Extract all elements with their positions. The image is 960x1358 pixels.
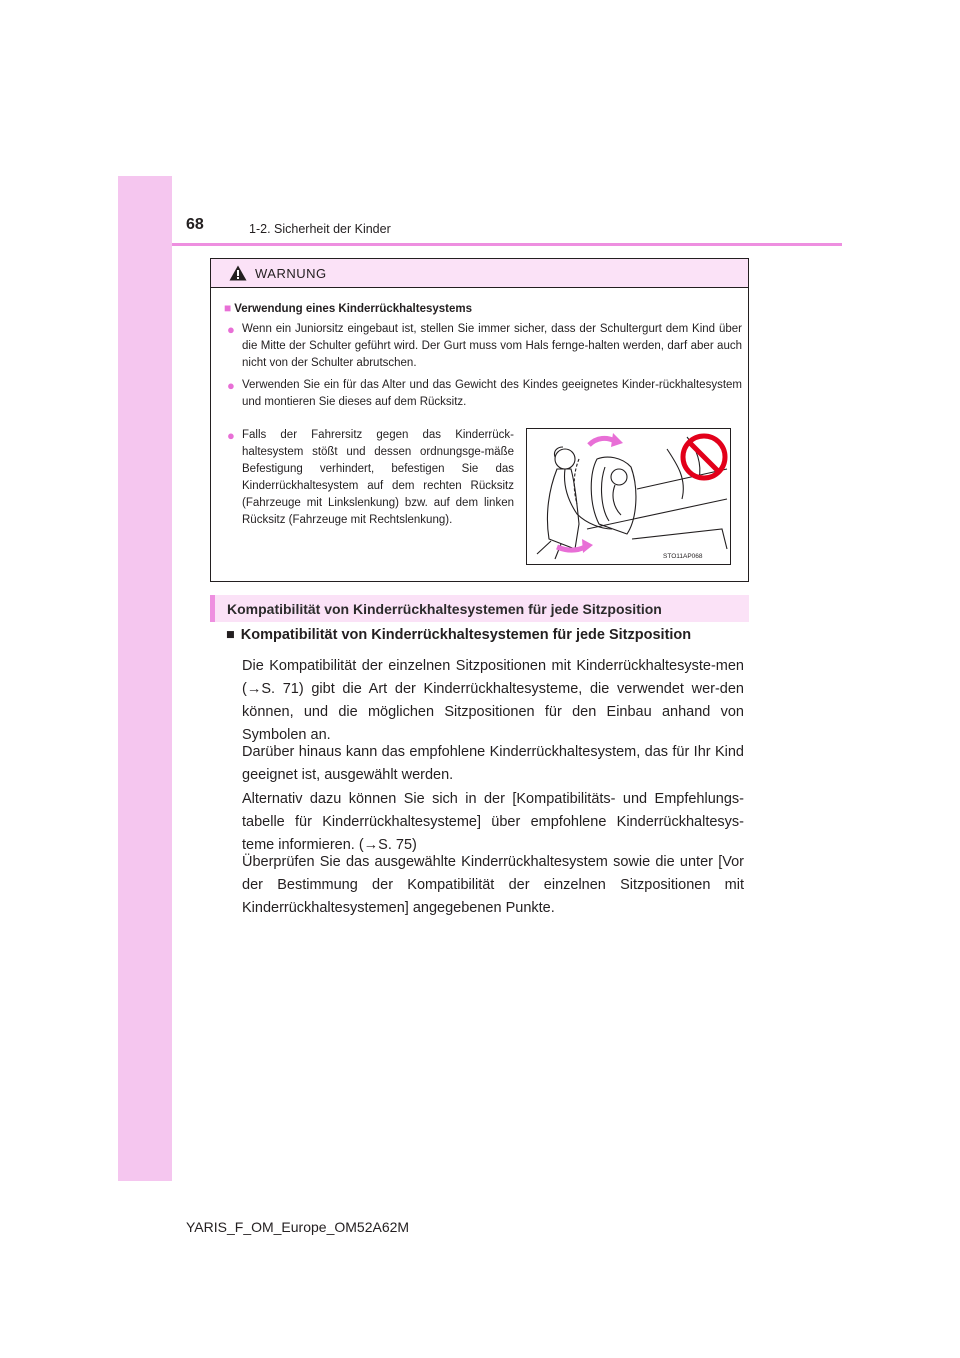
illustration-code: STO11AP068 [663,553,703,560]
body-paragraph: Darüber hinaus kann das empfohlene Kinderrückhaltesystem, das für Ihr Kind geeignet ist, ausgewählt werden. [242,744,744,783]
body-paragraph: Alternativ dazu können Sie sich in der [Kompatibilitäts- und Empfehlungs-tabelle für Kinderrückhaltesysteme] über empfohlene Kinderrückhaltesys-teme informieren. (→S. 75) [242,791,744,853]
child-seat-illustration [526,428,731,565]
warning-bullet: ● Falls der Fahrersitz gegen das Kinderrück-haltesystem stößt und dessen ordnungsge-mäße Befestigung verhindert, befestigen Sie das Kinderrückhaltesystem auf dem rechten Rücksitz (Fahrzeuge mit Linkslenkung) bzw. auf dem linken Rücksitz (Fahrzeuge mit Rechtslenkung). [227,428,514,526]
warning-title: WARNUNG [255,265,327,281]
warning-bullet: ● Verwenden Sie ein für das Alter und das Gewicht des Kindes geeignetes Kinder-rückhaltesystem und montieren Sie dieses auf dem Rücksitz. [227,378,742,408]
warning-header [211,259,748,288]
bullet-dot-icon: ● [227,378,235,393]
page-side-tab [118,176,172,1181]
section-bar: Kompatibilität von Kinderrückhaltesystemen für jede Sitzposition [210,595,749,622]
bullet-dot-icon: ● [227,322,235,337]
warning-subheading: ■ Verwendung eines Kinderrückhaltesystems [224,301,473,315]
footer-document-code: YARIS_F_OM_Europe_OM52A62M [186,1219,410,1235]
square-bullet-icon: ■ [224,301,232,315]
body-paragraph: Überprüfen Sie das ausgewählte Kinderrückhaltesystem sowie die unter [Vor der Bestimmung der Kompatibilität der einzelnen Sitzpositionen mit Kinderrückhaltesystemen] angegebenen Punkte. [242,854,744,916]
body-paragraph: Die Kompatibilität der einzelnen Sitzpositionen mit Kinderrückhaltesyste-men (→S. 71) gibt die Art der Kinderrückhaltesysteme, die verwendet wer-den können, und die möglichen Sitzpositionen für den Einbau anhand von Symbolen an. [242,658,744,743]
page-number: 68 [186,216,204,233]
bullet-dot-icon: ● [227,428,235,443]
warning-box [210,258,749,582]
warning-triangle-icon [229,265,247,281]
header-rule [172,243,842,246]
square-bullet-icon: ■ [226,627,235,643]
section-title: 1-2. Sicherheit der Kinder [249,222,391,236]
seat-conflict-drawing [527,429,730,564]
prohibition-sign-icon [683,436,725,478]
subsection-heading: ■ Kompatibilität von Kinderrückhaltesystemen für jede Sitzposition [226,627,692,643]
warning-bullet: ● Wenn ein Juniorsitz eingebaut ist, stellen Sie immer sicher, dass der Schultergurt dem Kind über die Mitte der Schulter geführt wird. Der Gurt muss vom Hals fernge-halten werden, darf aber auch nicht von der Schulter abrutschen. [227,322,742,369]
